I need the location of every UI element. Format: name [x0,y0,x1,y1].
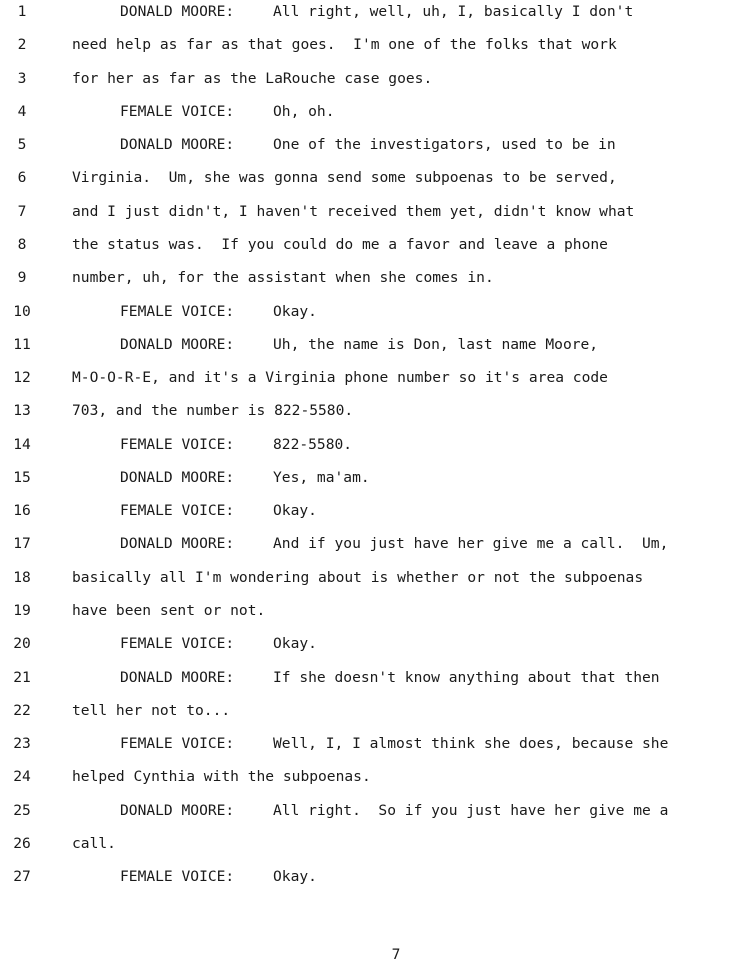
speaker-label: DONALD MOORE: [120,136,235,154]
line-text [72,399,353,423]
spoken-text: All right. So if you just have her give me a [273,801,669,819]
line-number: 17 [13,535,31,553]
speaker-label: DONALD MOORE: [120,3,235,20]
transcript-line [0,599,744,623]
transcript-line [0,699,744,723]
transcript-line [0,100,744,124]
transcript-line [0,466,744,490]
line-text [120,133,616,157]
line-number: 21 [13,668,31,686]
line-text [72,266,494,290]
spoken-text: Virginia. Um, she was gonna send some subpoenas to be served, [72,169,617,187]
line-text [72,166,617,190]
transcript-line [0,0,744,24]
spoken-text: Okay. [273,502,317,520]
spoken-text: need help as far as that goes. I'm one of the folks that work [72,36,617,54]
line-text [120,333,598,357]
line-text [120,499,317,523]
transcript-line [0,765,744,789]
line-number: 24 [13,768,31,786]
speaker-label: DONALD MOORE: [120,668,235,686]
speaker-label: DONALD MOORE: [120,801,235,819]
line-number: 23 [13,735,31,753]
line-number: 3 [17,69,27,87]
line-text [72,599,265,623]
line-text [72,699,230,723]
transcript-line [0,333,744,357]
speaker-label: DONALD MOORE: [120,335,235,353]
spoken-text: tell her not to... [72,701,231,719]
spoken-text: And if you just have her give me a call. Um, [273,535,669,553]
spoken-text: call. [72,835,116,852]
line-text [120,732,668,756]
line-text [120,0,633,24]
speaker-label: FEMALE VOICE: [120,102,235,120]
line-number: 25 [13,801,31,819]
spoken-text: have been sent or not. [72,602,266,620]
spoken-text: the status was. If you could do me a favor and leave a phone [72,235,608,253]
line-text [120,666,660,690]
spoken-text: Well, I, I almost think she does, because she [273,735,669,753]
spoken-text: basically all I'm wondering about is whether or not the subpoenas [72,568,644,586]
line-text [120,865,317,889]
spoken-text: 822-5580. [273,435,353,453]
line-text [120,300,317,324]
spoken-text: Okay. [273,302,317,320]
line-text [72,233,608,257]
line-text [120,799,668,823]
spoken-text: number, uh, for the assistant when she comes in. [72,269,494,287]
line-number: 16 [13,502,31,520]
line-text [72,765,371,789]
transcript-line [0,366,744,390]
spoken-text: One of the investigators, used to be in [273,136,616,154]
speaker-label: DONALD MOORE: [120,468,235,486]
spoken-text: 703, and the number is 822-5580. [72,402,354,420]
spoken-text: If she doesn't know anything about that then [273,668,660,686]
speaker-label: FEMALE VOICE: [120,502,235,520]
line-number: 11 [13,335,31,353]
line-text [72,566,643,590]
line-number: 6 [17,169,27,187]
transcript-line [0,266,744,290]
transcript-line [0,200,744,224]
line-number: 22 [13,701,31,719]
line-text [72,33,617,57]
speaker-label: FEMALE VOICE: [120,435,235,453]
transcript-line [0,865,744,889]
transcript-line [0,732,744,756]
line-number: 1 [17,3,27,20]
spoken-text: Oh, oh. [273,102,335,120]
spoken-text: M-O-O-R-E, and it's a Virginia phone number so it's area code [72,369,608,387]
line-number: 14 [13,435,31,453]
line-number: 8 [17,235,27,253]
line-number: 15 [13,468,31,486]
transcript-line [0,566,744,590]
line-text [120,466,370,490]
line-number: 13 [13,402,31,420]
spoken-text: Okay. [273,868,317,886]
line-text [72,67,432,91]
transcript-line [0,166,744,190]
line-number: 7 [17,202,27,220]
line-text [72,200,634,224]
line-number: 2 [17,36,27,54]
line-number: 26 [13,835,31,852]
transcript-line [0,666,744,690]
line-number: 20 [13,635,31,653]
transcript-line [0,133,744,157]
line-number: 5 [17,136,27,154]
line-text [72,832,116,856]
spoken-text: helped Cynthia with the subpoenas. [72,768,371,786]
spoken-text: for her as far as the LaRouche case goes. [72,69,433,87]
line-text [72,366,608,390]
transcript-line [0,300,744,324]
transcript-line [0,33,744,57]
transcript-line [0,233,744,257]
line-text [120,532,668,556]
transcript-line [0,67,744,91]
line-number: 9 [17,269,27,287]
transcript-line [0,632,744,656]
transcript-line [0,399,744,423]
speaker-label: FEMALE VOICE: [120,868,235,886]
line-text [120,632,317,656]
speaker-label: FEMALE VOICE: [120,302,235,320]
spoken-text: Uh, the name is Don, last name Moore, [273,335,599,353]
spoken-text: All right, well, uh, I, basically I don't [273,3,634,20]
speaker-label: DONALD MOORE: [120,535,235,553]
page-number: 7 [391,946,401,963]
transcript-line [0,799,744,823]
line-number: 27 [13,868,31,886]
transcript-line [0,499,744,523]
line-text [120,433,352,457]
transcript-line [0,832,744,856]
line-number: 12 [13,369,31,387]
line-number: 4 [17,102,27,120]
spoken-text: and I just didn't, I haven't received them yet, didn't know what [72,202,635,220]
spoken-text: Yes, ma'am. [273,468,370,486]
line-number: 18 [13,568,31,586]
line-number: 10 [13,302,31,320]
transcript-line [0,433,744,457]
speaker-label: FEMALE VOICE: [120,635,235,653]
spoken-text: Okay. [273,635,317,653]
speaker-label: FEMALE VOICE: [120,735,235,753]
line-number: 19 [13,602,31,620]
line-text [120,100,335,124]
transcript-line [0,532,744,556]
